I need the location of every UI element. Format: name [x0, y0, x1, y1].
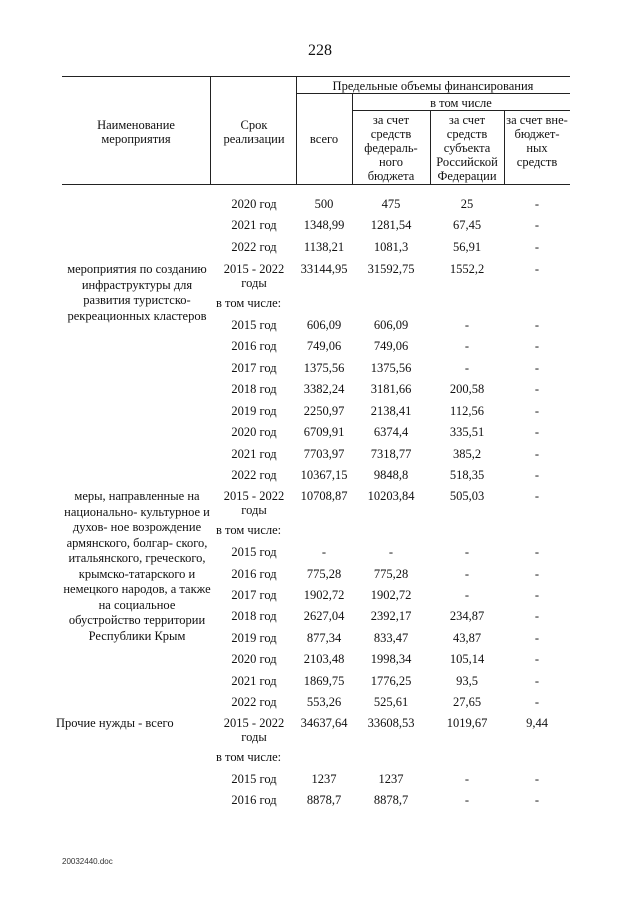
cell-federal: 833,47	[373, 631, 409, 645]
cell-total: 500	[314, 197, 334, 211]
cell-total: 6709,91	[303, 425, 345, 439]
cell-extra: -	[534, 318, 540, 332]
cell-federal: 1081,3	[373, 240, 409, 254]
cell-extra: -	[534, 262, 540, 276]
cell-period: 2022 год	[231, 695, 277, 709]
cell-regional: 1019,67	[446, 716, 488, 730]
cell-extra: -	[534, 382, 540, 396]
cell-extra: -	[534, 361, 540, 375]
cell-total: 1348,99	[303, 218, 345, 232]
cell-extra: -	[534, 674, 540, 688]
cell-period: 2020 год	[231, 425, 277, 439]
cell-federal: 3181,66	[370, 382, 412, 396]
cell-extra: -	[534, 567, 540, 581]
cell-period: в том числе:	[216, 750, 282, 764]
col-divider-federal-regional	[430, 110, 431, 184]
header-total: всего	[309, 132, 339, 146]
cell-regional: 67,45	[452, 218, 482, 232]
cell-extra: -	[534, 197, 540, 211]
cell-regional: 1552,2	[449, 262, 485, 276]
cell-period: 2015 - 2022 годы	[223, 716, 285, 744]
cell-period: 2022 год	[231, 240, 277, 254]
row-name-other-needs: Прочие нужды - всего	[56, 716, 174, 730]
cell-federal: 1776,25	[370, 674, 412, 688]
header-period: Срок реализации	[223, 118, 285, 146]
cell-period: 2016 год	[231, 567, 277, 581]
cell-total: 10708,87	[300, 489, 348, 503]
cell-period: 2018 год	[231, 609, 277, 623]
cell-total: 3382,24	[303, 382, 345, 396]
cell-federal: 525,61	[373, 695, 409, 709]
cell-total: 2103,48	[303, 652, 345, 666]
cell-regional: -	[464, 318, 470, 332]
cell-period: 2018 год	[231, 382, 277, 396]
cell-federal: 2392,17	[370, 609, 412, 623]
cell-total: 1375,56	[303, 361, 345, 375]
cell-federal: 475	[381, 197, 401, 211]
col-divider-name-period	[210, 76, 211, 184]
cell-federal: 6374,4	[373, 425, 409, 439]
header-bottom-border	[62, 184, 570, 185]
cell-total: 2250,97	[303, 404, 345, 418]
cell-total: 2627,04	[303, 609, 345, 623]
cell-regional: 112,56	[450, 404, 484, 418]
cell-regional: -	[464, 772, 470, 786]
cell-extra: -	[534, 588, 540, 602]
cell-total: 1237	[311, 772, 337, 786]
cell-regional: -	[464, 361, 470, 375]
cell-period: в том числе:	[216, 523, 282, 537]
cell-extra: -	[534, 652, 540, 666]
cell-extra: -	[534, 218, 540, 232]
cell-period: 2015 год	[231, 318, 277, 332]
cell-total: 877,34	[306, 631, 342, 645]
cell-period: 2020 год	[231, 197, 277, 211]
cell-regional: 93,5	[456, 674, 478, 688]
cell-period: 2015 - 2022 годы	[223, 489, 285, 517]
cell-total: 8878,7	[306, 793, 342, 807]
group-divider	[296, 93, 570, 94]
cell-extra: 9,44	[526, 716, 548, 730]
cell-period: 2020 год	[231, 652, 277, 666]
cell-regional: -	[464, 339, 470, 353]
cell-period: 2022 год	[231, 468, 277, 482]
cell-regional: 56,91	[452, 240, 482, 254]
cell-period: 2021 год	[231, 447, 277, 461]
header-extra: за счет вне- бюджет- ных средств	[506, 113, 568, 169]
cell-federal: 33608,53	[367, 716, 415, 730]
cell-total: 10367,15	[300, 468, 348, 482]
cell-total: 33144,95	[300, 262, 348, 276]
col-divider-regional-extra	[504, 110, 505, 184]
cell-extra: -	[534, 489, 540, 503]
row-name-tourism: мероприятия по созданию инфраструктуры для развития туристско- рекреационных кластеров	[67, 262, 207, 323]
cell-regional: 234,87	[449, 609, 485, 623]
cell-period: 2017 год	[231, 588, 277, 602]
cell-extra: -	[534, 240, 540, 254]
cell-total: 606,09	[306, 318, 342, 332]
cell-period: 2015 год	[231, 545, 277, 559]
cell-period: 2021 год	[231, 674, 277, 688]
cell-federal: 7318,77	[370, 447, 412, 461]
cell-federal: 1237	[378, 772, 404, 786]
cell-total: -	[321, 545, 327, 559]
cell-extra: -	[534, 339, 540, 353]
cell-total: 1869,75	[303, 674, 345, 688]
cell-extra: -	[534, 447, 540, 461]
cell-regional: 27,65	[452, 695, 482, 709]
header-subgroup-title: в том числе	[430, 96, 492, 110]
header-federal: за счет средств федераль- ного бюджета	[364, 113, 418, 183]
cell-period: 2015 год	[231, 772, 277, 786]
cell-extra: -	[534, 425, 540, 439]
cell-extra: -	[534, 545, 540, 559]
cell-period: 2016 год	[231, 793, 277, 807]
page-number: 228	[308, 42, 332, 59]
cell-period: 2021 год	[231, 218, 277, 232]
header-regional: за счет средств субъекта Российской Федерации	[436, 113, 498, 183]
cell-extra: -	[534, 772, 540, 786]
cell-total: 553,26	[306, 695, 342, 709]
cell-total: 34637,64	[300, 716, 348, 730]
header-group-title: Предельные объемы финансирования	[332, 79, 534, 93]
cell-period: 2017 год	[231, 361, 277, 375]
cell-regional: -	[464, 545, 470, 559]
cell-federal: 10203,84	[367, 489, 415, 503]
cell-regional: 518,35	[449, 468, 485, 482]
cell-regional: -	[464, 588, 470, 602]
row-name-national-revival: меры, направленные на национально- культурное и духов- ное возрождение армянского, болгар- ского, итальянского, греческого, крымско-татарского и немецкого народов, а также на социальное обустройство территории Республики Крым	[63, 489, 211, 643]
cell-federal: -	[388, 545, 394, 559]
cell-extra: -	[534, 468, 540, 482]
cell-federal: 1998,34	[370, 652, 412, 666]
footer-file-name: 20032440.doc	[62, 857, 113, 866]
cell-extra: -	[534, 793, 540, 807]
cell-regional: 505,03	[449, 489, 485, 503]
cell-extra: -	[534, 404, 540, 418]
cell-regional: 25	[460, 197, 474, 211]
cell-total: 775,28	[306, 567, 342, 581]
cell-federal: 775,28	[373, 567, 409, 581]
cell-federal: 2138,41	[370, 404, 412, 418]
cell-extra: -	[534, 695, 540, 709]
subgroup-divider	[352, 110, 570, 111]
cell-extra: -	[534, 609, 540, 623]
cell-period: 2019 год	[231, 404, 277, 418]
cell-period: 2015 - 2022 годы	[223, 262, 285, 290]
cell-federal: 749,06	[373, 339, 409, 353]
cell-total: 1138,21	[303, 240, 345, 254]
cell-regional: 200,58	[449, 382, 485, 396]
cell-period: 2016 год	[231, 339, 277, 353]
cell-regional: -	[464, 793, 470, 807]
cell-period: 2019 год	[231, 631, 277, 645]
cell-regional: 43,87	[452, 631, 482, 645]
cell-federal: 1281,54	[370, 218, 412, 232]
header-top-border	[62, 76, 570, 77]
cell-total: 1902,72	[303, 588, 345, 602]
cell-federal: 1902,72	[370, 588, 412, 602]
cell-federal: 9848,8	[373, 468, 409, 482]
header-name: Наименование мероприятия	[97, 118, 175, 146]
cell-federal: 606,09	[373, 318, 409, 332]
cell-federal: 1375,56	[370, 361, 412, 375]
cell-regional: 385,2	[452, 447, 482, 461]
cell-total: 749,06	[306, 339, 342, 353]
cell-regional: -	[464, 567, 470, 581]
cell-period: в том числе:	[216, 296, 282, 310]
cell-federal: 31592,75	[367, 262, 415, 276]
cell-regional: 335,51	[449, 425, 485, 439]
cell-total: 7703,97	[303, 447, 345, 461]
cell-extra: -	[534, 631, 540, 645]
cell-regional: 105,14	[449, 652, 485, 666]
cell-federal: 8878,7	[373, 793, 409, 807]
